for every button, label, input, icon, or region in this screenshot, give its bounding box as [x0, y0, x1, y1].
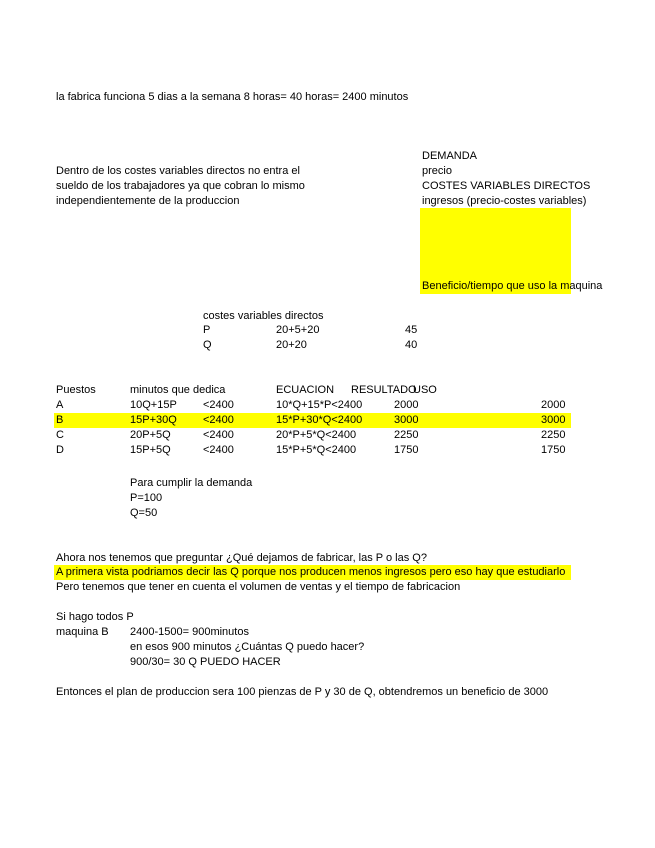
- calc-machine: maquina B: [56, 626, 109, 638]
- note-line-3: independientemente de la produccion: [56, 195, 240, 207]
- post-b-ecuacion: 15*P+30*Q<2400: [276, 414, 363, 426]
- post-c-uso: 2250: [541, 429, 566, 441]
- costs-value-q: 40: [405, 339, 418, 351]
- note-line-2: sueldo de los trabajadores ya que cobran lo mismo: [56, 180, 305, 192]
- costs-value-p: 45: [405, 324, 418, 336]
- demand-q: Q=50: [130, 507, 158, 519]
- post-d-uso: 1750: [541, 444, 566, 456]
- side-demanda: DEMANDA: [422, 150, 478, 162]
- post-a-limite: <2400: [203, 399, 234, 411]
- conclusion: Entonces el plan de produccion sera 100 pienzas de P y 30 de Q, obtendremos un beneficio de 3000: [56, 686, 549, 698]
- costs-title: costes variables directos: [203, 310, 324, 322]
- demand-title: Para cumplir la demanda: [130, 477, 253, 489]
- costs-label-q: Q: [203, 339, 212, 351]
- posts-header-puestos: Puestos: [56, 384, 96, 396]
- post-c-limite: <2400: [203, 429, 234, 441]
- post-a-resultado: 2000: [394, 399, 419, 411]
- posts-header-resultado: RESULTADO: [351, 384, 417, 396]
- analysis-volume: Pero tenemos que tener en cuenta el volumen de ventas y el tiempo de fabricacion: [56, 581, 461, 593]
- costs-formula-q: 20+20: [276, 339, 307, 351]
- post-a-uso: 2000: [541, 399, 566, 411]
- posts-header-uso: USO: [413, 384, 437, 396]
- side-beneficio: Beneficio/tiempo que uso la maquina: [422, 280, 603, 292]
- post-b-label: B: [56, 414, 64, 426]
- side-costes: COSTES VARIABLES DIRECTOS: [422, 180, 591, 192]
- analysis-highlight: A primera vista podriamos decir las Q porque nos producen menos ingresos pero eso hay que estudiarlo: [56, 566, 566, 578]
- post-b-minutos: 15P+30Q: [130, 414, 177, 426]
- side-ingresos: ingresos (precio-costes variables): [422, 195, 587, 207]
- costs-formula-p: 20+5+20: [276, 324, 320, 336]
- post-b-resultado: 3000: [394, 414, 419, 426]
- analysis-question: Ahora nos tenemos que preguntar ¿Qué dejamos de fabricar, las P o las Q?: [56, 552, 427, 564]
- post-c-minutos: 20P+5Q: [130, 429, 171, 441]
- costs-label-p: P: [203, 324, 211, 336]
- post-d-ecuacion: 15*P+5*Q<2400: [276, 444, 357, 456]
- post-b-limite: <2400: [203, 414, 234, 426]
- post-d-resultado: 1750: [394, 444, 419, 456]
- post-c-resultado: 2250: [394, 429, 419, 441]
- post-b-uso: 3000: [541, 414, 566, 426]
- post-d-limite: <2400: [203, 444, 234, 456]
- demand-p: P=100: [130, 492, 163, 504]
- post-c-ecuacion: 20*P+5*Q<2400: [276, 429, 357, 441]
- side-precio: precio: [422, 165, 452, 177]
- calc-line-2: en esos 900 minutos ¿Cuántas Q puedo hacer?: [130, 641, 365, 653]
- post-a-minutos: 10Q+15P: [130, 399, 177, 411]
- post-d-minutos: 15P+5Q: [130, 444, 171, 456]
- post-d-label: D: [56, 444, 64, 456]
- posts-header-minutos: minutos que dedica: [130, 384, 226, 396]
- header-line: la fabrica funciona 5 dias a la semana 8 horas= 40 horas= 2400 minutos: [56, 91, 409, 103]
- post-a-label: A: [56, 399, 64, 411]
- post-c-label: C: [56, 429, 64, 441]
- post-a-ecuacion: 10*Q+15*P<2400: [276, 399, 363, 411]
- note-line-1: Dentro de los costes variables directos no entra el: [56, 165, 300, 177]
- posts-header-ecuacion: ECUACION: [276, 384, 335, 396]
- calc-line-3: 900/30= 30 Q PUEDO HACER: [130, 656, 281, 668]
- calc-title: Si hago todos P: [56, 611, 134, 623]
- calc-line-1: 2400-1500= 900minutos: [130, 626, 249, 638]
